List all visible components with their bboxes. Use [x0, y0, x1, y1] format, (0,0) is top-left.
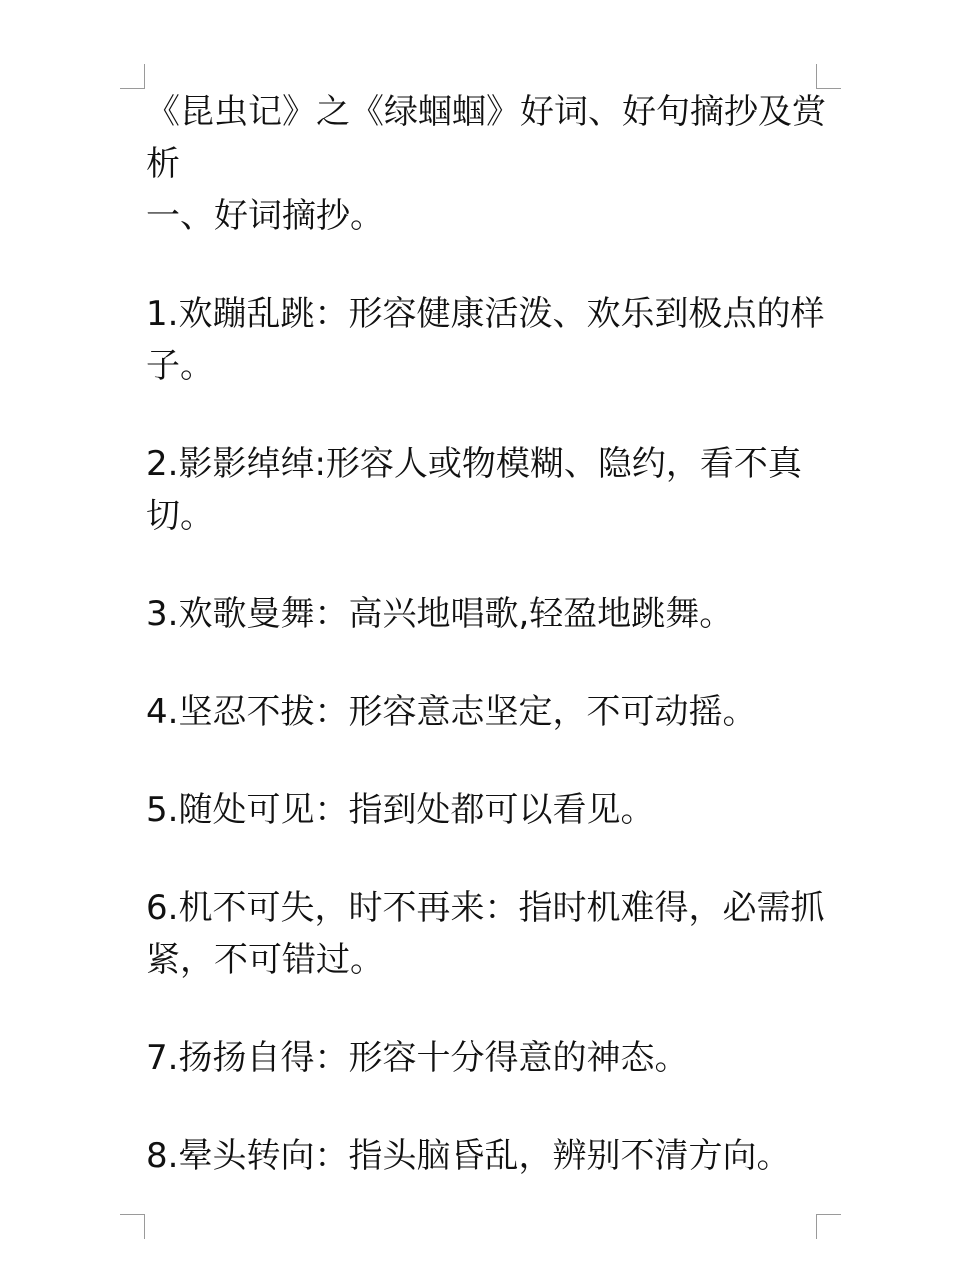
crop-mark-top-left	[120, 64, 145, 89]
crop-mark-bottom-right	[816, 1214, 841, 1239]
document-body	[146, 86, 826, 1182]
word-entry-7: 7.扬扬自得：形容十分得意的神态。	[146, 1038, 689, 1078]
document-title: 《昆虫记》之《绿蝈蝈》好词、好句摘抄及赏析	[146, 92, 826, 184]
word-entry-1: 1.欢蹦乱跳：形容健康活泼、欢乐到极点的样子。	[146, 294, 825, 386]
section-heading: 一、好词摘抄。	[146, 196, 384, 236]
word-entry-5: 5.随处可见：指到处都可以看见。	[146, 790, 655, 830]
word-entry-2: 2.影影绰绰:形容人或物模糊、隐约，看不真切。	[146, 444, 802, 536]
word-entry-3: 3.欢歌曼舞：高兴地唱歌,轻盈地跳舞。	[146, 594, 734, 634]
word-entry-8: 8.晕头转向：指头脑昏乱，辨别不清方向。	[146, 1136, 791, 1176]
crop-mark-bottom-left	[120, 1214, 145, 1239]
word-entry-4: 4.坚忍不拔：形容意志坚定，不可动摇。	[146, 692, 757, 732]
word-entry-6: 6.机不可失，时不再来：指时机难得，必需抓紧，不可错过。	[146, 888, 825, 980]
